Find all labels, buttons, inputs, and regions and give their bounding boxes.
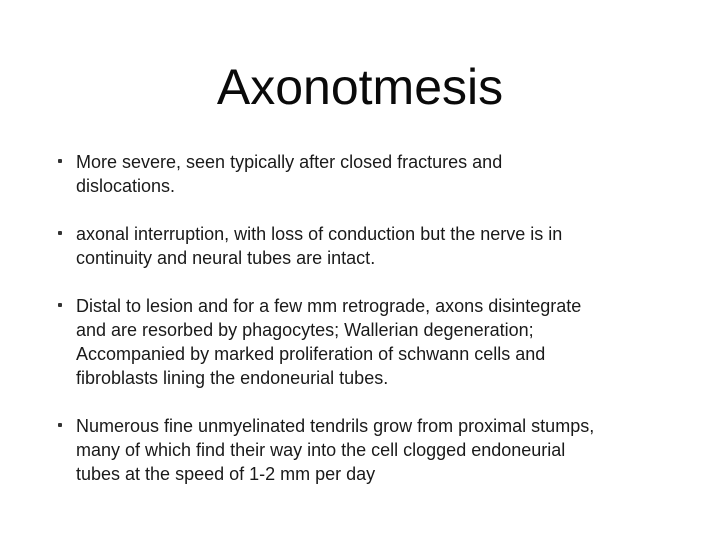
bullet-line: dislocations. <box>76 176 176 196</box>
bullet-line: Accompanied by marked proliferation of schwann cells and <box>76 344 546 364</box>
bullet-item <box>55 414 705 486</box>
bullet-dot-icon <box>58 231 62 235</box>
bullet-item <box>55 150 705 198</box>
bullet-dot-icon <box>58 159 62 163</box>
bullet-item <box>55 222 705 270</box>
bullet-line: Numerous fine unmyelinated tendrils grow from proximal stumps, <box>76 416 595 436</box>
bullet-dot-icon <box>58 423 62 427</box>
bullet-line: tubes at the speed of 1-2 mm per day <box>76 464 376 484</box>
bullet-line: More severe, seen typically after closed fractures and <box>76 152 503 172</box>
bullet-line: many of which find their way into the cell clogged endoneurial <box>76 440 566 460</box>
bullet-line: continuity and neural tubes are intact. <box>76 248 376 268</box>
bullet-line: fibroblasts lining the endoneurial tubes. <box>76 368 389 388</box>
slide-title: Axonotmesis <box>216 59 504 115</box>
bullet-line: axonal interruption, with loss of conduction but the nerve is in <box>76 224 563 244</box>
bullet-line: Distal to lesion and for a few mm retrograde, axons disintegrate <box>76 296 582 316</box>
bullet-list <box>55 150 705 510</box>
bullet-item <box>55 294 705 390</box>
bullet-line: and are resorbed by phagocytes; Wallerian degeneration; <box>76 320 534 340</box>
bullet-dot-icon <box>58 303 62 307</box>
